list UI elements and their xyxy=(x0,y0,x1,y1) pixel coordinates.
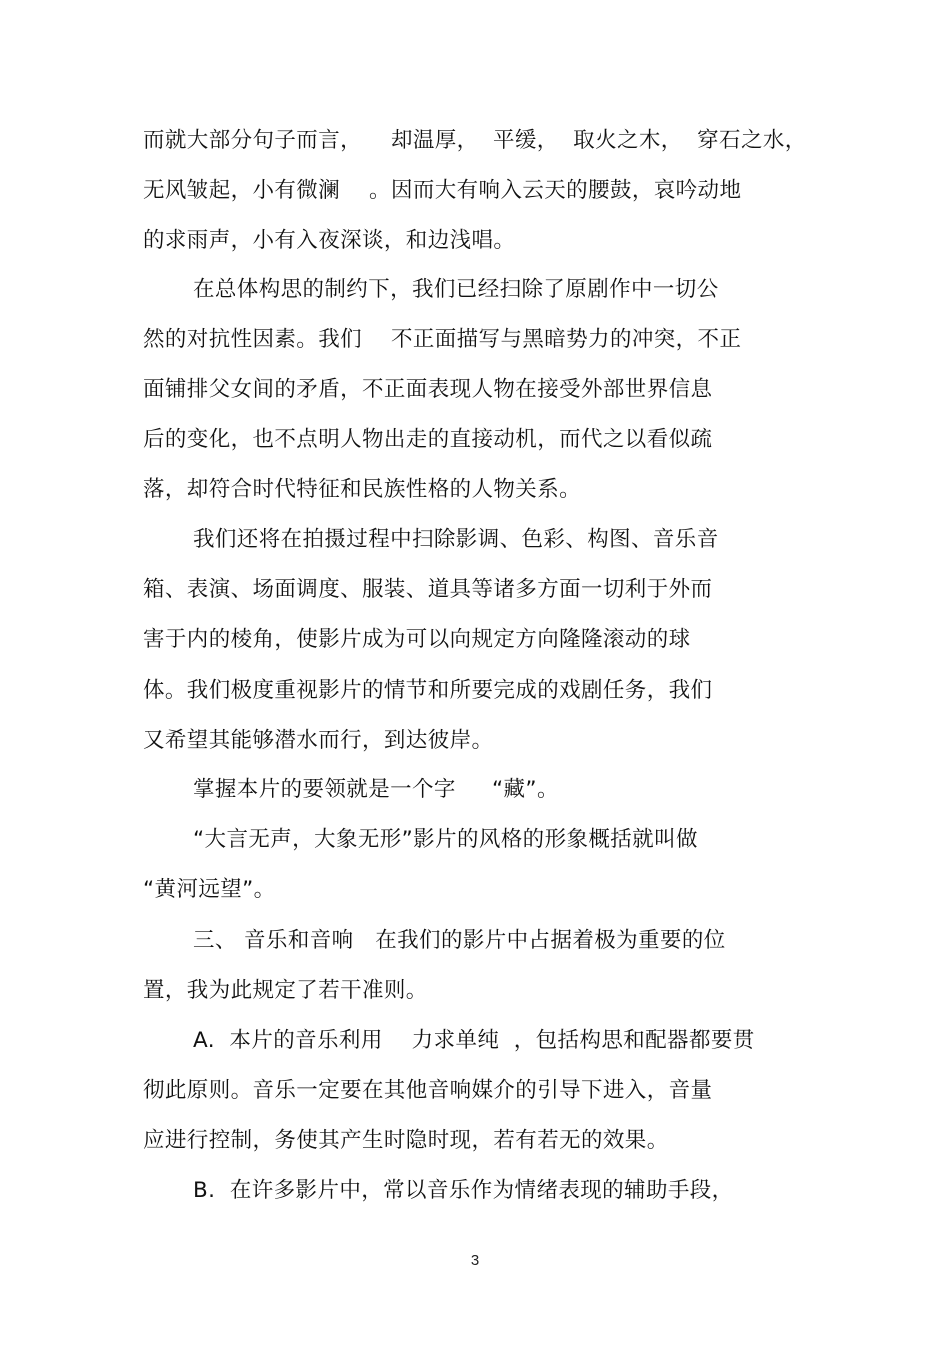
page-number: 3 xyxy=(470,1252,480,1269)
text-line: 彻此原则。音乐一定要在其他音响媒介的引导下进入，音量 xyxy=(143,1078,713,1103)
text-line: “黄河远望”。 xyxy=(143,877,276,902)
text-line: 无风皱起，小有微澜 。因而大有响入云天的腰鼓，哀吟动地 xyxy=(143,178,742,203)
text-line: 面铺排父女间的矛盾，不正面表现人物在接受外部世界信息 xyxy=(143,377,713,402)
text-line: 置，我为此规定了若干准则。 xyxy=(143,978,428,1003)
text-line: B. 在许多影片中，常以音乐作为情绪表现的辅助手段， xyxy=(193,1178,734,1203)
text-line: 体。我们极度重视影片的情节和所要完成的戏剧任务，我们 xyxy=(143,678,713,703)
text-line: 然的对抗性因素。我们 不正面描写与黑暗势力的冲突，不正 xyxy=(143,327,742,352)
text-line: 掌握本片的要领就是一个字 “藏”。 xyxy=(193,777,559,802)
text-line: 而就大部分句子而言， 却温厚， 平缓， 取火之木， 穿石之水， xyxy=(143,128,807,153)
text-line: 后的变化，也不点明人物出走的直接动机，而代之以看似疏 xyxy=(143,427,713,452)
text-line: 又希望其能够潜水而行，到达彼岸。 xyxy=(143,728,494,753)
text-line: 三、 音乐和音响 在我们的影片中占据着极为重要的位 xyxy=(193,928,726,953)
text-line: “大言无声，大象无形”影片的风格的形象概括就叫做 xyxy=(193,827,698,852)
text-line: 应进行控制，务使其产生时隐时现，若有若无的效果。 xyxy=(143,1128,669,1153)
text-line: A. 本片的音乐利用 力求单纯 ，包括构思和配器都要贯 xyxy=(193,1028,755,1053)
text-line: 在总体构思的制约下，我们已经扫除了原剧作中一切公 xyxy=(193,277,719,302)
text-line: 箱、表演、场面调度、服装、道具等诸多方面一切利于外而 xyxy=(143,577,713,602)
text-line: 的求雨声，小有入夜深谈，和边浅唱。 xyxy=(143,228,516,253)
text-line: 我们还将在拍摄过程中扫除影调、色彩、构图、音乐音 xyxy=(193,527,719,552)
text-line: 害于内的棱角，使影片成为可以向规定方向隆隆滚动的球 xyxy=(143,627,691,652)
text-line: 落，却符合时代特征和民族性格的人物关系。 xyxy=(143,477,582,502)
